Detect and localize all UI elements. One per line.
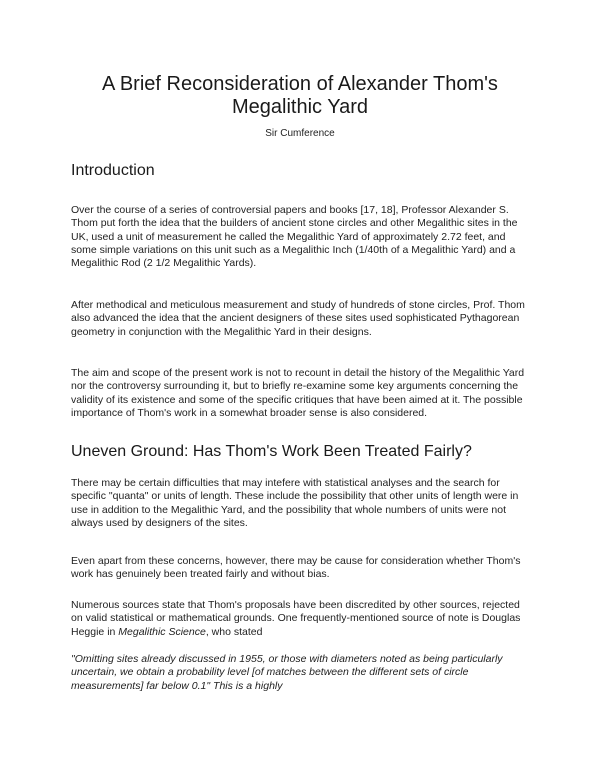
title-line-1: A Brief Reconsideration of Alexander Thom's <box>102 73 498 95</box>
paragraph-6-text: Numerous sources state that Thom's proposals have been discredited by other sources, rejected on valid statistical or mathematical grounds. One frequently-mentioned source of note is Douglas Heggie in <box>71 599 521 638</box>
heggie-quote: "Omitting sites already discussed in 1955, or those with diameters noted as being particularly uncertain, we obtain a probability level [of matches between the different sets of circle measurements] far below 0.1" This is a highly <box>71 653 503 692</box>
paragraph-5: Even apart from these concerns, however, there may be cause for consideration whether Thom's work has genuinely been treated fairly and without bias. <box>71 555 521 581</box>
book-title: Megalithic Science <box>118 625 206 638</box>
title-line-2: Megalithic Yard <box>232 96 368 118</box>
paragraph-4: There may be certain difficulties that may intefere with statistical analyses and the search for specific "quanta" or units of length. These include the possibility that other units of length were in use in addition to the Megalithic Yard, and the possibility that whole numbers of units were not always used by designers of the sites. <box>71 477 519 529</box>
paragraph-1: Over the course of a series of controversial papers and books [17, 18], Professor Alexander S. Thom put forth the idea that the builders of ancient stone circles and other Megalithic sites in the UK, used a unit of measurement he called the Megalithic Yard of approximately 2.72 feet, and some simple variations on this unit such as a Megalithic Inch (1/40th of a Megalithic Yard) and a Megalithic Rod (2 1/2 Megalithic Yards). <box>71 204 518 270</box>
paragraph-2: After methodical and meticulous measurement and study of hundreds of stone circles, Prof. Thom also advanced the idea that the ancient designers of these sites used sophisticated Pythagorean geometry in conjunction with the Megalithic Yard in their designs. <box>71 299 525 338</box>
introduction-heading: Introduction <box>71 162 155 179</box>
paragraph-3: The aim and scope of the present work is not to recount in detail the history of the Megalithic Yard nor the controversy surrounding it, but to briefly re-examine some key arguments concerning the validity of its existence and some of the specific critiques that have been aimed at it. The possible importance of Thom's work in a somewhat broader sense is also considered. <box>71 367 525 419</box>
uneven-ground-heading: Uneven Ground: Has Thom's Work Been Treated Fairly? <box>71 443 472 460</box>
author-name: Sir Cumference <box>265 128 335 139</box>
paper-title <box>60 73 540 119</box>
paragraph-6 <box>71 599 531 639</box>
paragraph-6-tail: , who stated <box>205 625 263 638</box>
